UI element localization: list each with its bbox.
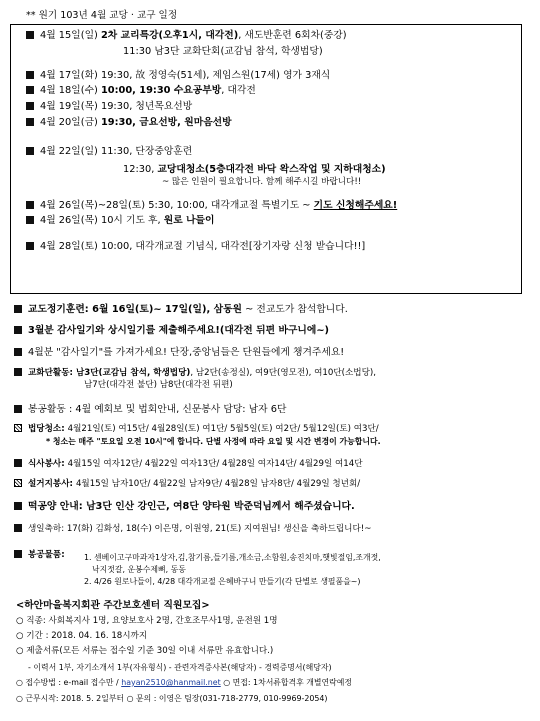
bullet-square-icon: [26, 86, 34, 94]
bullet-square-icon: [14, 524, 22, 532]
notice-group-activity: 교화단활동: 남3단(교감님 참석, 학생법당), 남2단(송정실), 여9단(영모전), 여10단(소법당),: [14, 367, 376, 380]
schedule-item: 4월 18일(수) 10:00, 19:30 수요공부방, 대각전: [26, 84, 256, 97]
schedule-item: 4월 26일(목) 10시 기도 후, 원로 나들이: [26, 214, 214, 227]
recruit-apply: ○ 접수방법 : e-mail 접수만 / hayan2510@hanmail.net ○ 면접: 1차서류합격후 개별연락예정: [16, 678, 353, 687]
notice-supplies: 봉공물품:: [14, 549, 65, 562]
notice-service: 봉공활동 : 4월 예회보 및 법회안내, 신문봉사 담당: 남자 6단: [14, 403, 286, 416]
notice-supplies-1-cont: 낙지젓갈, 운봉수제뼈, 동동: [92, 565, 186, 574]
bullet-hatched-icon: [14, 424, 22, 432]
schedule-item: 4월 19일(목) 19:30, 청년목요선방: [26, 100, 192, 113]
recruit-start: ○ 근무시작: 2018. 5. 2일부터 ○ 문의 : 이영은 팀장(031-718-2779, 010-9969-2054): [16, 694, 328, 703]
bullet-square-icon: [14, 368, 22, 376]
schedule-item: 4월 22일(일) 11:30, 단장중앙훈련: [26, 145, 192, 158]
bullet-square-icon: [14, 459, 22, 467]
notice-cleaning-note: * 청소는 매주 "토요일 오전 10시"에 합니다. 단별 사정에 따라 요일 및 시간 변경이 가능합니다.: [46, 437, 381, 446]
schedule-item-sub: 11:30 남3단 교화단회(교감님 참석, 학생법당): [123, 46, 323, 57]
notice-cleaning: 법당청소: 4월21일(토) 여15단/ 4월28일(토) 여1단/ 5월5일(토) 여2단/ 5월12일(토) 여3단/: [14, 423, 379, 436]
notice-rice-cake: 떡공양 안내: 남3단 인산 강인근, 여8단 양타원 박준덕님께서 해주셨습니다.: [14, 500, 355, 513]
notice-training: 교도정기훈련: 6월 16일(토)~ 17일(일), 삼동원 ~ 전교도가 참석합니다.: [14, 303, 348, 316]
bullet-square-icon: [26, 216, 34, 224]
notice-supplies-2: 2. 4/26 원로나들이, 4/28 대각개교절 은혜바구니 만들기(각 단별로 생필품을~): [84, 577, 361, 586]
schedule-item-sub: 12:30, 교당대청소(5층대각전 바닥 왁스작업 및 지하대청소): [123, 164, 386, 175]
recruit-line: ○ 제출서류(모든 서류는 접수일 기준 30일 이내 서류만 유효합니다.): [16, 646, 274, 656]
bullet-square-icon: [14, 348, 22, 356]
bullet-square-icon: [26, 201, 34, 209]
bullet-square-icon: [26, 102, 34, 110]
bullet-square-icon: [14, 305, 22, 313]
schedule-box: [10, 24, 522, 294]
bullet-square-icon: [14, 550, 22, 558]
schedule-item: 4월 28일(토) 10:00, 대각개교절 기념식, 대각전[장기자랑 신청 받습니다!!]: [26, 240, 365, 253]
header-title: ** 원기 103년 4월 교당 · 교구 일정: [26, 10, 178, 21]
schedule-item: 4월 15일(일) 2차 교리특강(오후1시, 대각전), 새도반훈련 6회차(중강): [26, 29, 347, 42]
notice-dishes: 설거지봉사: 4월15일 남자10단/ 4월22일 남자9단/ 4월28일 남자8단/ 4월29일 청년회/: [14, 478, 360, 491]
bullet-square-icon: [26, 147, 34, 155]
bullet-square-icon: [26, 31, 34, 39]
notice-diary-submit: 3월분 감사일기와 상시일기를 제출해주세요!(대각전 뒤편 바구니에~): [14, 324, 329, 337]
notice-diary-take: 4월분 "감사일기"를 가져가세요! 단장,중앙님들은 단원들에게 챙겨주세요!: [14, 346, 344, 359]
bullet-square-icon: [14, 405, 22, 413]
recruit-line: ○ 기간 : 2018. 04. 16. 18시까지: [16, 631, 148, 641]
bullet-square-icon: [14, 502, 22, 510]
recruit-line: - 이력서 1부, 자기소개서 1부(자유형식) - 관련자격증사본(해당자) - 경력증명서(해당자): [28, 663, 332, 672]
schedule-item: 4월 26일(목)~28일(토) 5:30, 10:00, 대각개교절 특별기도 ~ 기도 신청해주세요!: [26, 199, 397, 212]
schedule-item: 4월 17일(화) 19:30, 故 정영숙(51세), 제임스원(17세) 영가 3재식: [26, 69, 330, 82]
recruit-line: ○ 직종: 사회복지사 1명, 요양보호사 2명, 간호조무사1명, 운전원 1명: [16, 616, 278, 626]
notice-birthday: 생일축하: 17(화) 김화성, 18(수) 이은명, 이원영, 21(토) 지여원님! 생신을 축하드립니다!~: [14, 523, 371, 536]
notice-meal: 식사봉사: 4월15일 여자12단/ 4월22일 여자13단/ 4월28일 여자14단/ 4월29일 여14단: [14, 458, 363, 471]
recruit-title: <하안마을복지회관 주간보호센터 직원모집>: [16, 600, 210, 611]
bullet-hatched-icon: [14, 479, 22, 487]
schedule-item: 4월 20일(금) 19:30, 금요선방, 원마음선방: [26, 116, 232, 129]
email-link[interactable]: hayan2510@hanmail.net: [121, 678, 221, 687]
bullet-square-icon: [14, 326, 22, 334]
bullet-square-icon: [26, 242, 34, 250]
bullet-square-icon: [26, 71, 34, 79]
notice-group-activity-cont: 남7단(대각전 불단) 남8단(대각전 뒤편): [84, 380, 233, 390]
schedule-item-note: ~ 많은 인원이 필요합니다. 함께 해주시길 바랍니다!!: [162, 177, 362, 187]
notice-supplies-1: 1. 센베이고구마과자1상자,김,참기름,들기름,개소금,소함원,송진치마,햇빛절임,조개젓,: [84, 553, 381, 562]
bullet-square-icon: [26, 118, 34, 126]
